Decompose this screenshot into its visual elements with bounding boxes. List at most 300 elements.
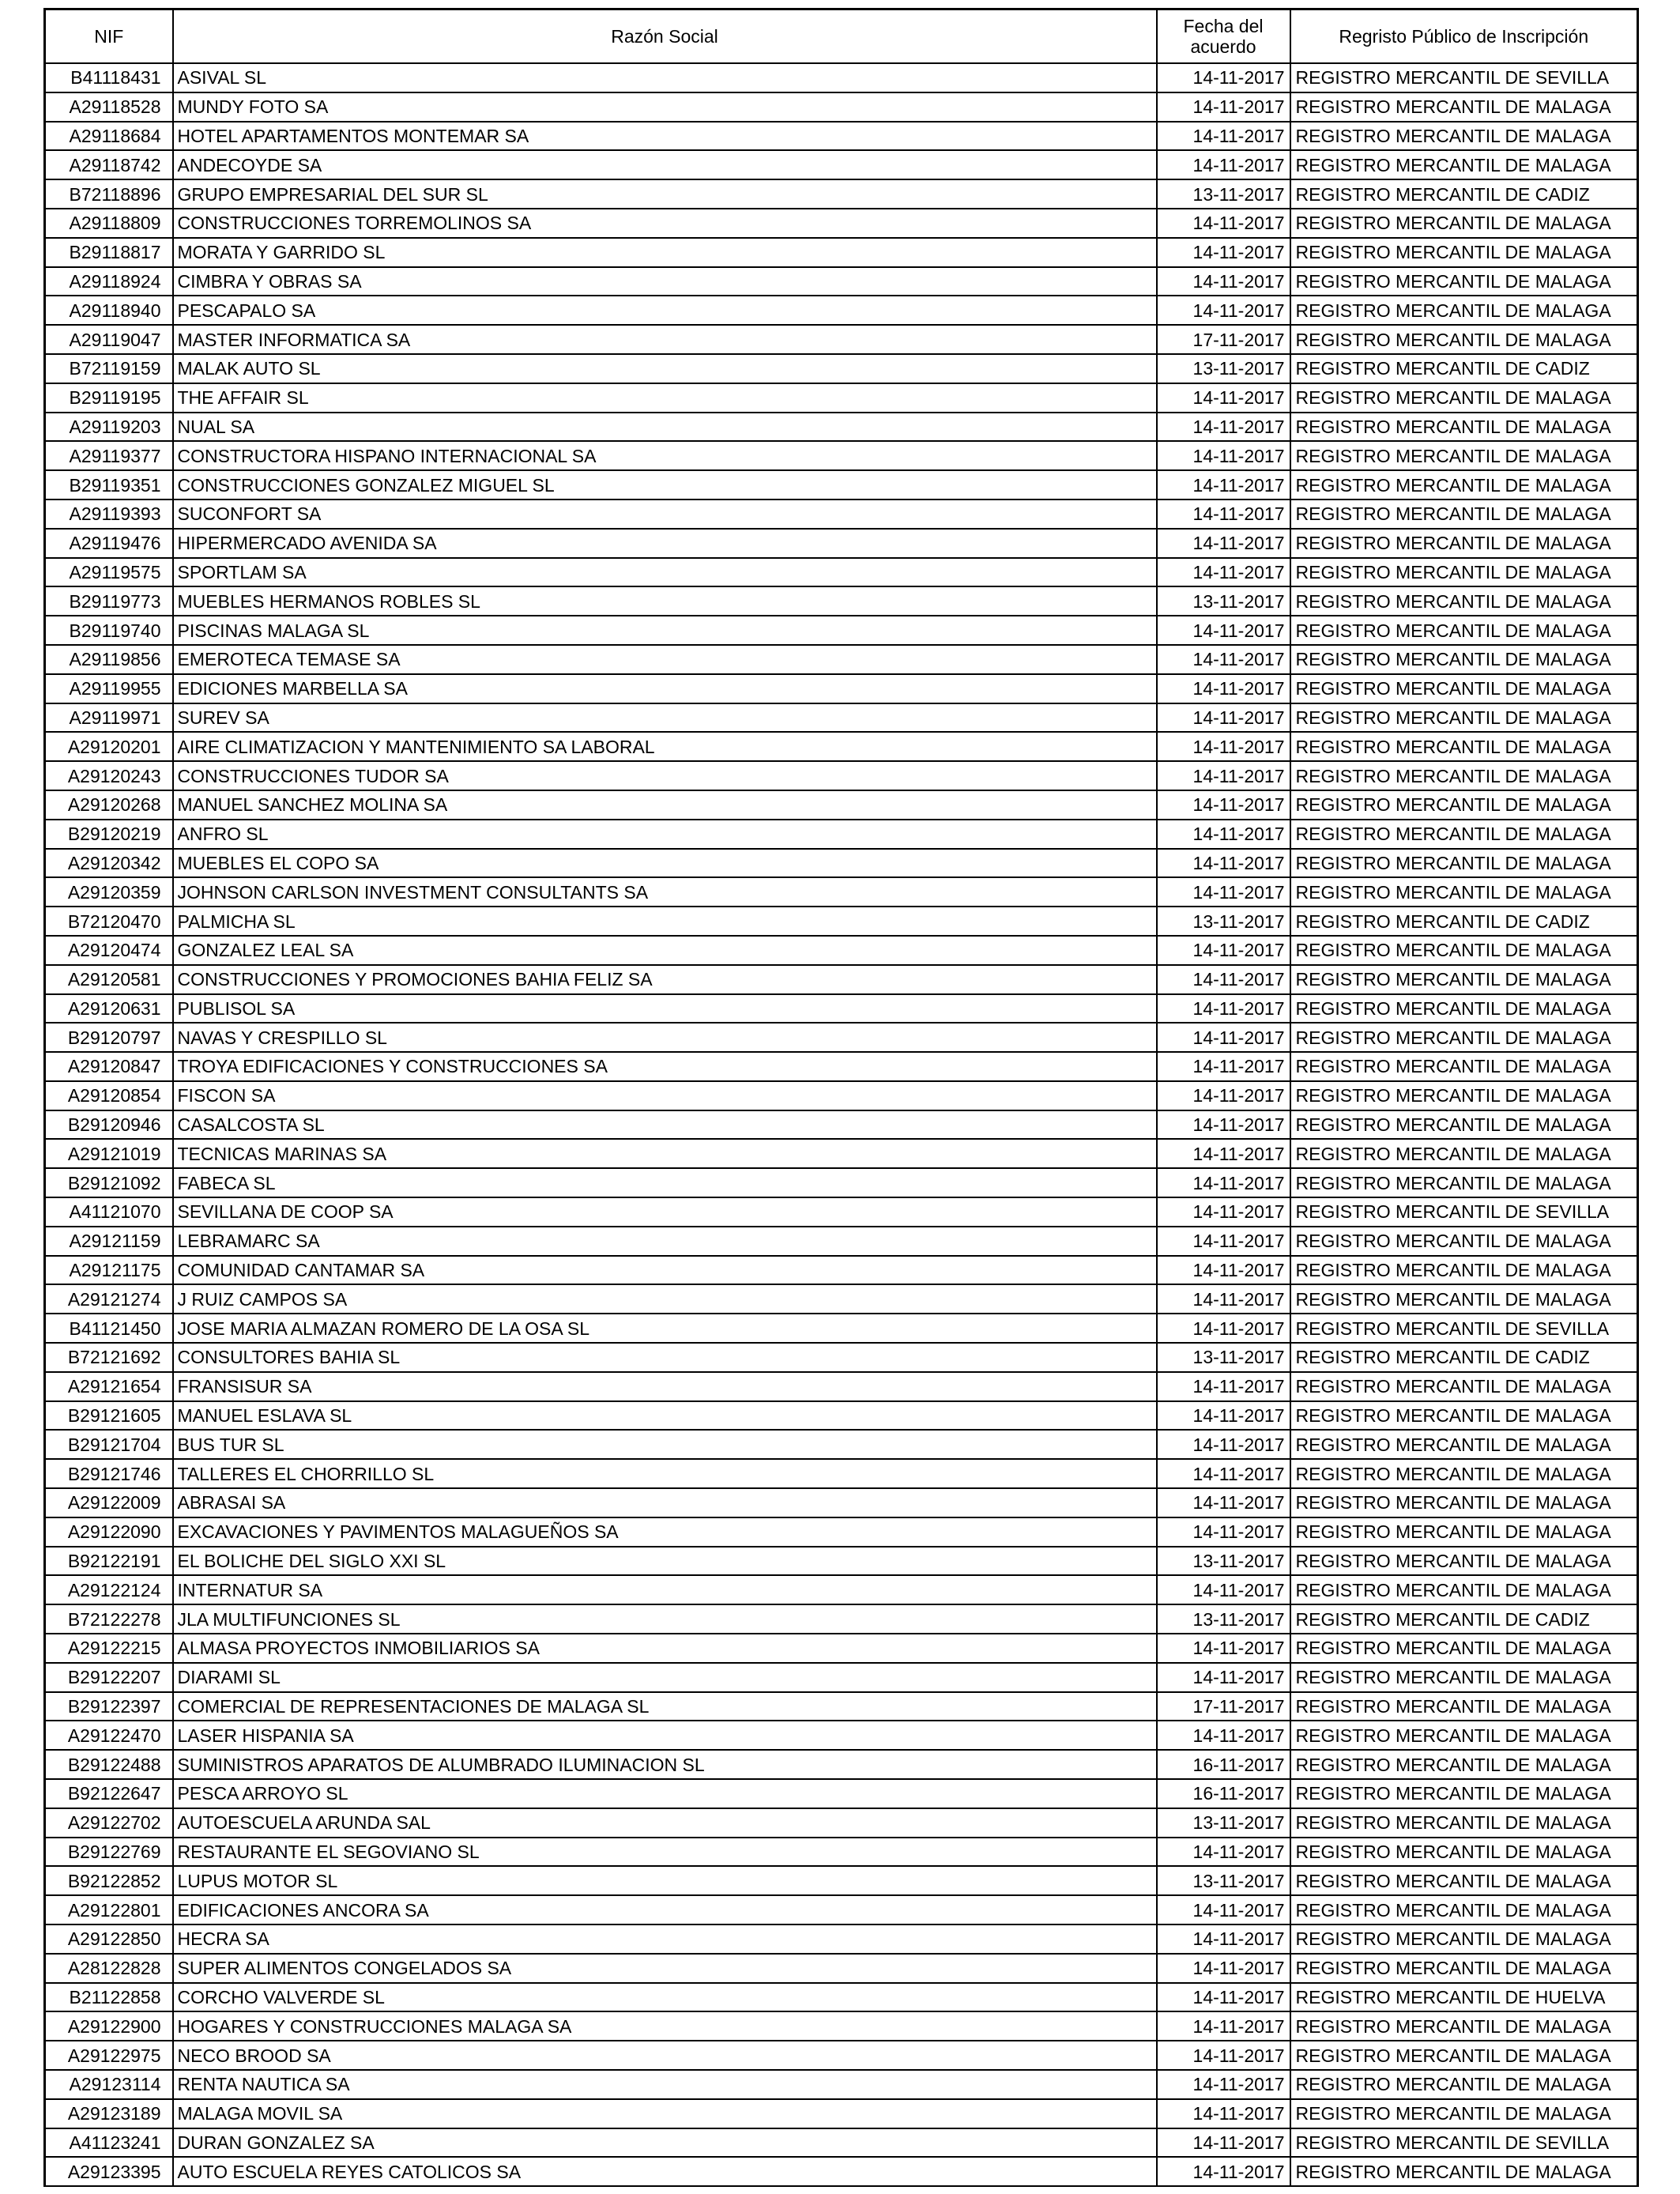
nif-cell: A29118742	[45, 150, 173, 179]
fecha-cell: 16-11-2017	[1157, 1750, 1290, 1779]
nif-cell: A29122470	[45, 1721, 173, 1750]
razon-social-cell: TALLERES EL CHORRILLO SL	[173, 1459, 1157, 1488]
table-body	[45, 63, 1638, 2186]
table-row	[45, 1983, 1638, 2012]
registro-cell: REGISTRO MERCANTIL DE MALAGA	[1290, 790, 1638, 820]
table-row	[45, 674, 1638, 703]
registro-cell: REGISTRO MERCANTIL DE CADIZ	[1290, 354, 1638, 383]
fecha-cell: 13-11-2017	[1157, 907, 1290, 936]
razon-social-cell: AIRE CLIMATIZACION Y MANTENIMIENTO SA LABORAL	[173, 732, 1157, 761]
razon-social-cell: PISCINAS MALAGA SL	[173, 616, 1157, 645]
table-row	[45, 1575, 1638, 1604]
nif-cell: B92122852	[45, 1866, 173, 1895]
nif-cell: A29120359	[45, 877, 173, 907]
registro-cell: REGISTRO MERCANTIL DE MALAGA	[1290, 296, 1638, 325]
registro-cell: REGISTRO MERCANTIL DE SEVILLA	[1290, 1314, 1638, 1343]
registro-cell: REGISTRO MERCANTIL DE MALAGA	[1290, 1081, 1638, 1110]
registro-cell: REGISTRO MERCANTIL DE MALAGA	[1290, 558, 1638, 587]
razon-social-cell: COMUNIDAD CANTAMAR SA	[173, 1256, 1157, 1285]
table-row	[45, 2070, 1638, 2099]
registro-cell: REGISTRO MERCANTIL DE MALAGA	[1290, 1052, 1638, 1081]
nif-cell: B21122858	[45, 1983, 173, 2012]
razon-social-cell: ASIVAL SL	[173, 63, 1157, 92]
nif-cell: B92122647	[45, 1779, 173, 1808]
nif-cell: A29119393	[45, 499, 173, 529]
nif-cell: A29120581	[45, 965, 173, 994]
table-row	[45, 354, 1638, 383]
registro-cell: REGISTRO MERCANTIL DE MALAGA	[1290, 2157, 1638, 2186]
nif-cell: A29120474	[45, 936, 173, 965]
fecha-cell: 17-11-2017	[1157, 1692, 1290, 1721]
table-row	[45, 1924, 1638, 1954]
fecha-cell: 14-11-2017	[1157, 790, 1290, 820]
table-row	[45, 267, 1638, 296]
razon-social-cell: COMERCIAL DE REPRESENTACIONES DE MALAGA SL	[173, 1692, 1157, 1721]
registro-cell: REGISTRO MERCANTIL DE MALAGA	[1290, 267, 1638, 296]
razon-social-cell: NAVAS Y CRESPILLO SL	[173, 1023, 1157, 1052]
registro-cell: REGISTRO MERCANTIL DE MALAGA	[1290, 1023, 1638, 1052]
nif-cell: B72122278	[45, 1604, 173, 1634]
nif-cell: A29123395	[45, 2157, 173, 2186]
table-row	[45, 616, 1638, 645]
razon-social-cell: PUBLISOL SA	[173, 994, 1157, 1023]
razon-social-cell: CASALCOSTA SL	[173, 1110, 1157, 1140]
razon-social-cell: AUTO ESCUELA REYES CATOLICOS SA	[173, 2157, 1157, 2186]
table-row	[45, 2128, 1638, 2158]
fecha-cell: 14-11-2017	[1157, 703, 1290, 733]
nif-cell: B29119773	[45, 586, 173, 616]
fecha-cell: 14-11-2017	[1157, 732, 1290, 761]
table-row	[45, 1866, 1638, 1895]
nif-cell: A29122900	[45, 2011, 173, 2041]
registro-cell: REGISTRO MERCANTIL DE SEVILLA	[1290, 1197, 1638, 1227]
razon-social-cell: MASTER INFORMATICA SA	[173, 325, 1157, 354]
registro-cell: REGISTRO MERCANTIL DE MALAGA	[1290, 1895, 1638, 1924]
registro-cell: REGISTRO MERCANTIL DE SEVILLA	[1290, 63, 1638, 92]
nif-cell: B29121704	[45, 1430, 173, 1459]
registro-cell: REGISTRO MERCANTIL DE CADIZ	[1290, 179, 1638, 209]
razon-social-cell: PESCA ARROYO SL	[173, 1779, 1157, 1808]
registro-cell: REGISTRO MERCANTIL DE MALAGA	[1290, 965, 1638, 994]
fecha-cell: 14-11-2017	[1157, 1081, 1290, 1110]
fecha-cell: 14-11-2017	[1157, 674, 1290, 703]
nif-cell: B29120946	[45, 1110, 173, 1140]
fecha-cell: 13-11-2017	[1157, 1808, 1290, 1838]
registro-cell: REGISTRO MERCANTIL DE MALAGA	[1290, 1372, 1638, 1401]
registro-cell: REGISTRO MERCANTIL DE MALAGA	[1290, 616, 1638, 645]
table-row	[45, 586, 1638, 616]
registro-cell: REGISTRO MERCANTIL DE MALAGA	[1290, 383, 1638, 413]
registro-cell: REGISTRO MERCANTIL DE MALAGA	[1290, 820, 1638, 849]
registro-cell: REGISTRO MERCANTIL DE MALAGA	[1290, 1256, 1638, 1285]
fecha-cell: 14-11-2017	[1157, 296, 1290, 325]
table-row	[45, 936, 1638, 965]
registro-cell: REGISTRO MERCANTIL DE MALAGA	[1290, 1488, 1638, 1517]
razon-social-cell: MALAK AUTO SL	[173, 354, 1157, 383]
fecha-cell: 14-11-2017	[1157, 1139, 1290, 1168]
registro-cell: REGISTRO MERCANTIL DE MALAGA	[1290, 2041, 1638, 2070]
fecha-cell: 14-11-2017	[1157, 413, 1290, 442]
table-row	[45, 63, 1638, 92]
fecha-cell: 13-11-2017	[1157, 1547, 1290, 1576]
table-row	[45, 645, 1638, 674]
nif-cell: A29122702	[45, 1808, 173, 1838]
registro-cell: REGISTRO MERCANTIL DE MALAGA	[1290, 1227, 1638, 1256]
razon-social-cell: NECO BROOD SA	[173, 2041, 1157, 2070]
registro-cell: REGISTRO MERCANTIL DE MALAGA	[1290, 122, 1638, 151]
razon-social-cell: EXCAVACIONES Y PAVIMENTOS MALAGUEÑOS SA	[173, 1517, 1157, 1547]
fecha-cell: 14-11-2017	[1157, 1314, 1290, 1343]
nif-cell: A28122828	[45, 1954, 173, 1983]
fecha-cell: 14-11-2017	[1157, 2011, 1290, 2041]
registro-cell: REGISTRO MERCANTIL DE MALAGA	[1290, 1721, 1638, 1750]
razon-social-cell: CONSTRUCCIONES TORREMOLINOS SA	[173, 209, 1157, 238]
table-row	[45, 1517, 1638, 1547]
registro-cell: REGISTRO MERCANTIL DE MALAGA	[1290, 1284, 1638, 1314]
razon-social-cell: MUEBLES HERMANOS ROBLES SL	[173, 586, 1157, 616]
table-row	[45, 413, 1638, 442]
table-row	[45, 1838, 1638, 1867]
razon-social-cell: CONSTRUCCIONES Y PROMOCIONES BAHIA FELIZ SA	[173, 965, 1157, 994]
razon-social-cell: PESCAPALO SA	[173, 296, 1157, 325]
table-row	[45, 325, 1638, 354]
nif-cell: A29122801	[45, 1895, 173, 1924]
registro-cell: REGISTRO MERCANTIL DE MALAGA	[1290, 1779, 1638, 1808]
fecha-cell: 16-11-2017	[1157, 1779, 1290, 1808]
nif-cell: A29123189	[45, 2099, 173, 2128]
table-row	[45, 122, 1638, 151]
nif-cell: B29122488	[45, 1750, 173, 1779]
registro-cell: REGISTRO MERCANTIL DE MALAGA	[1290, 1547, 1638, 1576]
razon-social-cell: J RUIZ CAMPOS SA	[173, 1284, 1157, 1314]
razon-social-cell: CONSTRUCCIONES GONZALEZ MIGUEL SL	[173, 470, 1157, 499]
fecha-cell: 14-11-2017	[1157, 1052, 1290, 1081]
registro-cell: REGISTRO MERCANTIL DE MALAGA	[1290, 1110, 1638, 1140]
table-row	[45, 1139, 1638, 1168]
table-row	[45, 238, 1638, 267]
fecha-cell: 17-11-2017	[1157, 325, 1290, 354]
nif-cell: A29122009	[45, 1488, 173, 1517]
fecha-cell: 14-11-2017	[1157, 965, 1290, 994]
fecha-cell: 14-11-2017	[1157, 1284, 1290, 1314]
table-row	[45, 1430, 1638, 1459]
registro-cell: REGISTRO MERCANTIL DE MALAGA	[1290, 1866, 1638, 1895]
razon-social-cell: EMEROTECA TEMASE SA	[173, 645, 1157, 674]
nif-cell: B29122207	[45, 1663, 173, 1692]
nif-cell: A29120268	[45, 790, 173, 820]
registro-cell: REGISTRO MERCANTIL DE MALAGA	[1290, 1517, 1638, 1547]
fecha-cell: 13-11-2017	[1157, 1604, 1290, 1634]
table-row	[45, 1663, 1638, 1692]
registro-cell: REGISTRO MERCANTIL DE MALAGA	[1290, 238, 1638, 267]
nif-cell: A29122850	[45, 1924, 173, 1954]
registro-cell: REGISTRO MERCANTIL DE MALAGA	[1290, 849, 1638, 878]
fecha-cell: 14-11-2017	[1157, 383, 1290, 413]
nif-cell: A29120243	[45, 761, 173, 790]
razon-social-cell: EDIFICACIONES ANCORA SA	[173, 1895, 1157, 1924]
razon-social-cell: JOSE MARIA ALMAZAN ROMERO DE LA OSA SL	[173, 1314, 1157, 1343]
fecha-cell: 14-11-2017	[1157, 558, 1290, 587]
razon-social-cell: MANUEL SANCHEZ MOLINA SA	[173, 790, 1157, 820]
nif-cell: A29119856	[45, 645, 173, 674]
razon-social-cell: LUPUS MOTOR SL	[173, 1866, 1157, 1895]
registro-cell: REGISTRO MERCANTIL DE MALAGA	[1290, 2099, 1638, 2128]
table-row	[45, 441, 1638, 470]
razon-social-cell: MALAGA MOVIL SA	[173, 2099, 1157, 2128]
table-row	[45, 1197, 1638, 1227]
registro-cell: REGISTRO MERCANTIL DE MALAGA	[1290, 1168, 1638, 1197]
fecha-cell: 14-11-2017	[1157, 1110, 1290, 1140]
registro-cell: REGISTRO MERCANTIL DE MALAGA	[1290, 761, 1638, 790]
table-row	[45, 2041, 1638, 2070]
fecha-cell: 14-11-2017	[1157, 1023, 1290, 1052]
razon-social-cell: SUCONFORT SA	[173, 499, 1157, 529]
razon-social-cell: HOGARES Y CONSTRUCCIONES MALAGA SA	[173, 2011, 1157, 2041]
table-row	[45, 558, 1638, 587]
table-row	[45, 790, 1638, 820]
table-row	[45, 1023, 1638, 1052]
razon-social-cell: MUNDY FOTO SA	[173, 92, 1157, 122]
registro-cell: REGISTRO MERCANTIL DE MALAGA	[1290, 1430, 1638, 1459]
nif-cell: B29119195	[45, 383, 173, 413]
razon-social-cell: BUS TUR SL	[173, 1430, 1157, 1459]
nif-cell: B41118431	[45, 63, 173, 92]
document-page	[43, 8, 1637, 2186]
fecha-cell: 14-11-2017	[1157, 1983, 1290, 2012]
razon-social-cell: CIMBRA Y OBRAS SA	[173, 267, 1157, 296]
table-row	[45, 499, 1638, 529]
table-row	[45, 965, 1638, 994]
razon-social-cell: TECNICAS MARINAS SA	[173, 1139, 1157, 1168]
table-row	[45, 849, 1638, 878]
fecha-cell: 14-11-2017	[1157, 2157, 1290, 2186]
registro-cell: REGISTRO MERCANTIL DE CADIZ	[1290, 907, 1638, 936]
nif-cell: A29121019	[45, 1139, 173, 1168]
header-nif: NIF	[45, 9, 173, 64]
fecha-cell: 14-11-2017	[1157, 2128, 1290, 2158]
razon-social-cell: INTERNATUR SA	[173, 1575, 1157, 1604]
razon-social-cell: EL BOLICHE DEL SIGLO XXI SL	[173, 1547, 1157, 1576]
fecha-cell: 14-11-2017	[1157, 1372, 1290, 1401]
table-row	[45, 1110, 1638, 1140]
nif-cell: B29122397	[45, 1692, 173, 1721]
nif-cell: A29118528	[45, 92, 173, 122]
nif-cell: A29120854	[45, 1081, 173, 1110]
fecha-cell: 14-11-2017	[1157, 1895, 1290, 1924]
razon-social-cell: RESTAURANTE EL SEGOVIANO SL	[173, 1838, 1157, 1867]
razon-social-cell: SEVILLANA DE COOP SA	[173, 1197, 1157, 1227]
table-row	[45, 1721, 1638, 1750]
registro-cell: REGISTRO MERCANTIL DE MALAGA	[1290, 936, 1638, 965]
fecha-cell: 14-11-2017	[1157, 267, 1290, 296]
table-row	[45, 1314, 1638, 1343]
table-row	[45, 1808, 1638, 1838]
fecha-cell: 14-11-2017	[1157, 877, 1290, 907]
razon-social-cell: DURAN GONZALEZ SA	[173, 2128, 1157, 2158]
registro-cell: REGISTRO MERCANTIL DE MALAGA	[1290, 1634, 1638, 1663]
registry-table	[43, 8, 1639, 2187]
registro-cell: REGISTRO MERCANTIL DE MALAGA	[1290, 1459, 1638, 1488]
nif-cell: B29121746	[45, 1459, 173, 1488]
table-row	[45, 877, 1638, 907]
fecha-cell: 14-11-2017	[1157, 1488, 1290, 1517]
nif-cell: A29123114	[45, 2070, 173, 2099]
table-row	[45, 1750, 1638, 1779]
registro-cell: REGISTRO MERCANTIL DE MALAGA	[1290, 209, 1638, 238]
razon-social-cell: SUPER ALIMENTOS CONGELADOS SA	[173, 1954, 1157, 1983]
fecha-cell: 14-11-2017	[1157, 529, 1290, 558]
registro-cell: REGISTRO MERCANTIL DE MALAGA	[1290, 499, 1638, 529]
fecha-cell: 14-11-2017	[1157, 441, 1290, 470]
registro-cell: REGISTRO MERCANTIL DE CADIZ	[1290, 1343, 1638, 1372]
razon-social-cell: CONSTRUCTORA HISPANO INTERNACIONAL SA	[173, 441, 1157, 470]
razon-social-cell: LASER HISPANIA SA	[173, 1721, 1157, 1750]
razon-social-cell: TROYA EDIFICACIONES Y CONSTRUCCIONES SA	[173, 1052, 1157, 1081]
header-razon-social: Razón Social	[173, 9, 1157, 64]
registro-cell: REGISTRO MERCANTIL DE MALAGA	[1290, 703, 1638, 733]
registro-cell: REGISTRO MERCANTIL DE MALAGA	[1290, 1924, 1638, 1954]
table-header	[45, 9, 1638, 64]
table-row	[45, 1692, 1638, 1721]
registro-cell: REGISTRO MERCANTIL DE MALAGA	[1290, 2011, 1638, 2041]
fecha-cell: 14-11-2017	[1157, 1663, 1290, 1692]
table-row	[45, 761, 1638, 790]
table-row	[45, 820, 1638, 849]
razon-social-cell: EDICIONES MARBELLA SA	[173, 674, 1157, 703]
fecha-cell: 14-11-2017	[1157, 820, 1290, 849]
registro-cell: REGISTRO MERCANTIL DE MALAGA	[1290, 1401, 1638, 1431]
registro-cell: REGISTRO MERCANTIL DE MALAGA	[1290, 1750, 1638, 1779]
nif-cell: B29120219	[45, 820, 173, 849]
table-row	[45, 1372, 1638, 1401]
table-row	[45, 2011, 1638, 2041]
header-fecha-acuerdo	[1157, 9, 1290, 64]
registro-cell: REGISTRO MERCANTIL DE SEVILLA	[1290, 2128, 1638, 2158]
razon-social-cell: SPORTLAM SA	[173, 558, 1157, 587]
registro-cell: REGISTRO MERCANTIL DE MALAGA	[1290, 470, 1638, 499]
fecha-cell: 14-11-2017	[1157, 994, 1290, 1023]
table-row	[45, 179, 1638, 209]
fecha-cell: 14-11-2017	[1157, 122, 1290, 151]
table-row	[45, 1634, 1638, 1663]
table-row	[45, 470, 1638, 499]
table-row	[45, 703, 1638, 733]
nif-cell: A29120631	[45, 994, 173, 1023]
razon-social-cell: DIARAMI SL	[173, 1663, 1157, 1692]
table-row	[45, 1779, 1638, 1808]
header-fecha-line1: Fecha del	[1183, 16, 1264, 36]
nif-cell: A29119203	[45, 413, 173, 442]
table-row	[45, 1081, 1638, 1110]
nif-cell: A41121070	[45, 1197, 173, 1227]
fecha-cell: 14-11-2017	[1157, 470, 1290, 499]
registro-cell: REGISTRO MERCANTIL DE MALAGA	[1290, 1575, 1638, 1604]
fecha-cell: 14-11-2017	[1157, 1924, 1290, 1954]
nif-cell: B29121605	[45, 1401, 173, 1431]
table-row	[45, 1227, 1638, 1256]
nif-cell: A29119047	[45, 325, 173, 354]
table-row	[45, 383, 1638, 413]
table-row	[45, 529, 1638, 558]
razon-social-cell: JOHNSON CARLSON INVESTMENT CONSULTANTS SA	[173, 877, 1157, 907]
header-row	[45, 9, 1638, 64]
nif-cell: B72120470	[45, 907, 173, 936]
nif-cell: A29122090	[45, 1517, 173, 1547]
razon-social-cell: THE AFFAIR SL	[173, 383, 1157, 413]
nif-cell: A29119955	[45, 674, 173, 703]
nif-cell: A29120847	[45, 1052, 173, 1081]
registro-cell: REGISTRO MERCANTIL DE MALAGA	[1290, 441, 1638, 470]
razon-social-cell: FRANSISUR SA	[173, 1372, 1157, 1401]
table-row	[45, 1604, 1638, 1634]
table-row	[45, 1343, 1638, 1372]
fecha-cell: 14-11-2017	[1157, 1634, 1290, 1663]
fecha-cell: 13-11-2017	[1157, 586, 1290, 616]
registro-cell: REGISTRO MERCANTIL DE MALAGA	[1290, 529, 1638, 558]
razon-social-cell: FISCON SA	[173, 1081, 1157, 1110]
header-fecha-line2: acuerdo	[1190, 36, 1256, 57]
razon-social-cell: MORATA Y GARRIDO SL	[173, 238, 1157, 267]
razon-social-cell: JLA MULTIFUNCIONES SL	[173, 1604, 1157, 1634]
fecha-cell: 14-11-2017	[1157, 209, 1290, 238]
registro-cell: REGISTRO MERCANTIL DE MALAGA	[1290, 92, 1638, 122]
nif-cell: B72121692	[45, 1343, 173, 1372]
razon-social-cell: CONSTRUCCIONES TUDOR SA	[173, 761, 1157, 790]
registro-cell: REGISTRO MERCANTIL DE MALAGA	[1290, 877, 1638, 907]
fecha-cell: 14-11-2017	[1157, 2070, 1290, 2099]
table-row	[45, 1954, 1638, 1983]
registro-cell: REGISTRO MERCANTIL DE CADIZ	[1290, 1604, 1638, 1634]
registro-cell: REGISTRO MERCANTIL DE MALAGA	[1290, 1139, 1638, 1168]
fecha-cell: 14-11-2017	[1157, 1517, 1290, 1547]
registro-cell: REGISTRO MERCANTIL DE MALAGA	[1290, 150, 1638, 179]
razon-social-cell: CORCHO VALVERDE SL	[173, 1983, 1157, 2012]
table-row	[45, 1052, 1638, 1081]
razon-social-cell: GRUPO EMPRESARIAL DEL SUR SL	[173, 179, 1157, 209]
fecha-cell: 14-11-2017	[1157, 499, 1290, 529]
table-row	[45, 1547, 1638, 1576]
nif-cell: A29122975	[45, 2041, 173, 2070]
table-row	[45, 732, 1638, 761]
fecha-cell: 14-11-2017	[1157, 1954, 1290, 1983]
fecha-cell: 14-11-2017	[1157, 1401, 1290, 1431]
fecha-cell: 14-11-2017	[1157, 761, 1290, 790]
table-row	[45, 2099, 1638, 2128]
nif-cell: A29119476	[45, 529, 173, 558]
table-row	[45, 2157, 1638, 2186]
registro-cell: REGISTRO MERCANTIL DE MALAGA	[1290, 1663, 1638, 1692]
fecha-cell: 14-11-2017	[1157, 92, 1290, 122]
razon-social-cell: ANFRO SL	[173, 820, 1157, 849]
table-row	[45, 1488, 1638, 1517]
nif-cell: A29118940	[45, 296, 173, 325]
razon-social-cell: LEBRAMARC SA	[173, 1227, 1157, 1256]
fecha-cell: 14-11-2017	[1157, 150, 1290, 179]
registro-cell: REGISTRO MERCANTIL DE MALAGA	[1290, 1954, 1638, 1983]
registro-cell: REGISTRO MERCANTIL DE MALAGA	[1290, 732, 1638, 761]
fecha-cell: 14-11-2017	[1157, 63, 1290, 92]
nif-cell: A29119575	[45, 558, 173, 587]
nif-cell: A29121274	[45, 1284, 173, 1314]
nif-cell: A29122215	[45, 1634, 173, 1663]
fecha-cell: 14-11-2017	[1157, 849, 1290, 878]
registro-cell: REGISTRO MERCANTIL DE MALAGA	[1290, 645, 1638, 674]
nif-cell: A29121654	[45, 1372, 173, 1401]
fecha-cell: 14-11-2017	[1157, 238, 1290, 267]
registro-cell: REGISTRO MERCANTIL DE MALAGA	[1290, 1692, 1638, 1721]
razon-social-cell: ANDECOYDE SA	[173, 150, 1157, 179]
fecha-cell: 14-11-2017	[1157, 1430, 1290, 1459]
